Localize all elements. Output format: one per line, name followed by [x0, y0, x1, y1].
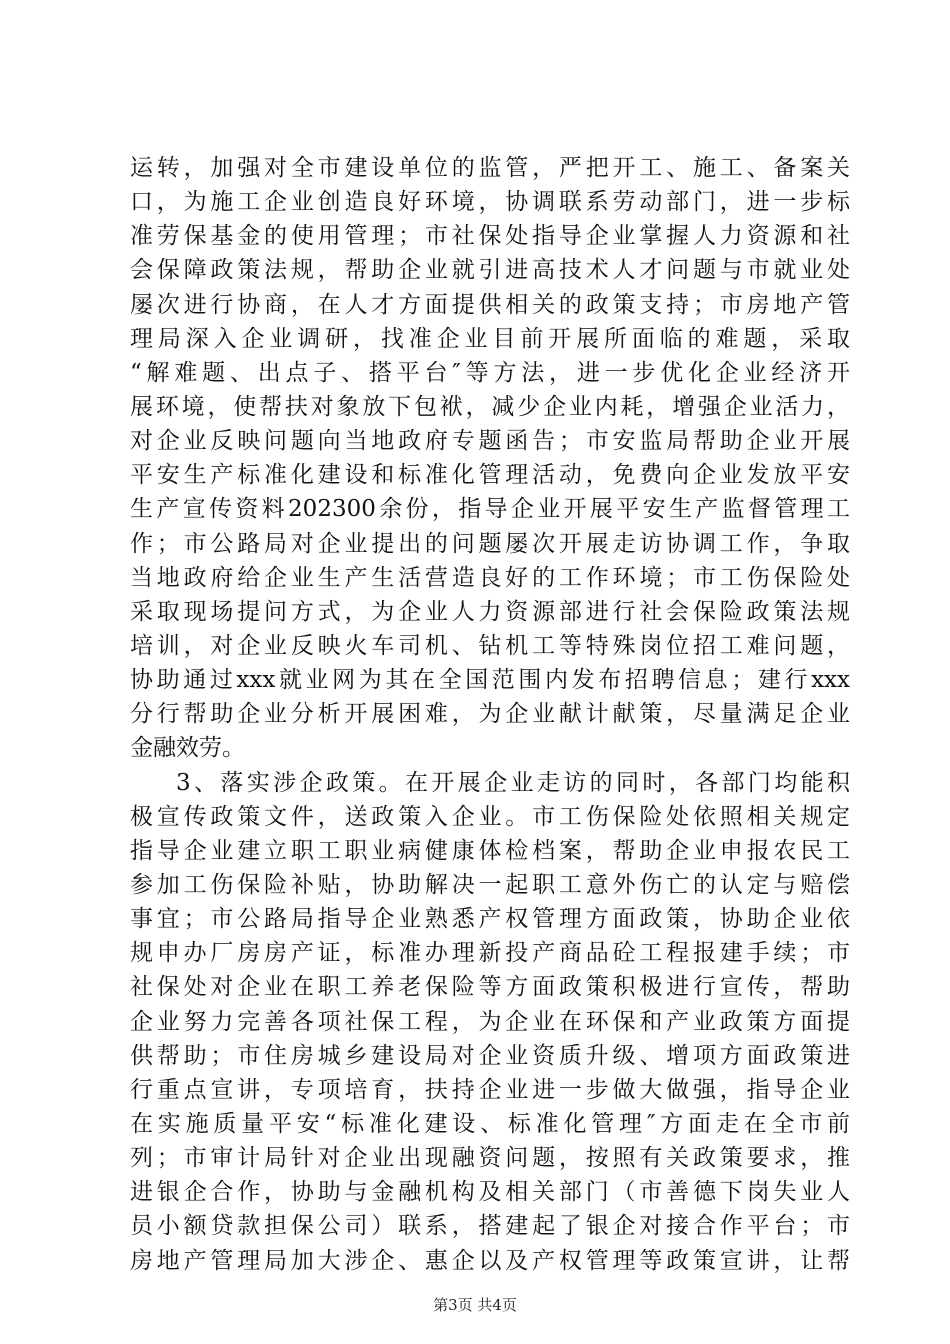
text-line: 事宜；市公路局指导企业熟悉产权管理方面政策，协助企业依 [130, 906, 850, 933]
text-line: 展环境，使帮扶对象放下包袱，减少企业内耗，增强企业活力， [130, 393, 850, 420]
text-line: 指导企业建立职工职业病健康体检档案，帮助企业申报农民工 [130, 837, 850, 864]
text-line: 协助通过xxx就业网为其在全国范围内发布招聘信息；建行xxx [130, 667, 850, 694]
text-line: 会保障政策法规，帮助企业就引进高技术人才问题与市就业处 [130, 257, 850, 284]
body-text [130, 151, 850, 1278]
text-line: 供帮助；市住房城乡建设局对企业资质升级、增项方面政策进 [130, 1042, 850, 1069]
text-line: 规申办厂房房产证，标准办理新投产商品砼工程报建手续；市 [130, 940, 850, 967]
text-line: 进银企合作，协助与金融机构及相关部门（市善德下岗失业人 [130, 1179, 850, 1206]
text-line: 对企业反映问题向当地政府专题函告；市安监局帮助企业开展 [130, 428, 850, 455]
text-line: 理局深入企业调研，找准企业目前开展所面临的难题，采取 [130, 325, 850, 352]
text-line: 平安生产标准化建设和标准化管理活动，免费向企业发放平安 [130, 462, 850, 489]
text-line: 行重点宣讲，专项培育，扶持企业进一步做大做强，指导企业 [130, 1076, 850, 1103]
text-line: 房地产管理局加大涉企、惠企以及产权管理等政策宣讲，让帮 [130, 1247, 850, 1274]
text-line: “解难题、出点子、搭平台″等方法，进一步优化企业经济开 [130, 359, 850, 386]
text-line: 分行帮助企业分析开展困难，为企业献计献策，尽量满足企业 [130, 701, 850, 728]
text-line: 参加工伤保险补贴，协助解决一起职工意外伤亡的认定与赔偿 [130, 871, 850, 898]
text-line: 准劳保基金的使用管理；市社保处指导企业掌握人力资源和社 [130, 223, 850, 250]
text-line: 采取现场提问方式，为企业人力资源部进行社会保险政策法规 [130, 598, 850, 625]
text-line: 当地政府给企业生产生活营造良好的工作环境；市工伤保险处 [130, 564, 850, 591]
text-line: 培训，对企业反映火车司机、钻机工等特殊岗位招工难问题， [130, 632, 850, 659]
paragraph-end-line: 金融效劳。 [130, 735, 245, 762]
text-line: 极宣传政策文件，送政策入企业。市工伤保险处依照相关规定 [130, 803, 850, 830]
text-line: 作；市公路局对企业提出的问题屡次开展走访协调工作，争取 [130, 530, 850, 557]
text-line: 口，为施工企业创造良好环境，协调联系劳动部门，进一步标 [130, 189, 850, 216]
text-line: 员小额贷款担保公司）联系，搭建起了银企对接合作平台；市 [130, 1213, 850, 1240]
text-line: 屡次进行协商，在人才方面提供相关的政策支持；市房地产管 [130, 291, 850, 318]
text-line: 企业努力完善各项社保工程，为企业在环保和产业政策方面提 [130, 1008, 850, 1035]
text-line: 列；市审计局针对企业出现融资问题，按照有关政策要求，推 [130, 1145, 850, 1172]
text-line: 运转，加强对全市建设单位的监管，严把开工、施工、备案关 [130, 155, 850, 181]
text-line: 生产宣传资料202300余份，指导企业开展平安生产监督管理工 [130, 496, 850, 523]
text-line: 社保处对企业在职工养老保险等方面政策积极进行宣传，帮助 [130, 974, 850, 1001]
page-number-footer: 第3页 共4页 [433, 1296, 517, 1314]
text-line: 在实施质量平安“标准化建设、标准化管理″方面走在全市前 [130, 1110, 850, 1137]
section-3-first-line: 3、落实涉企政策。在开展企业走访的同时，各部门均能积 [176, 769, 850, 796]
